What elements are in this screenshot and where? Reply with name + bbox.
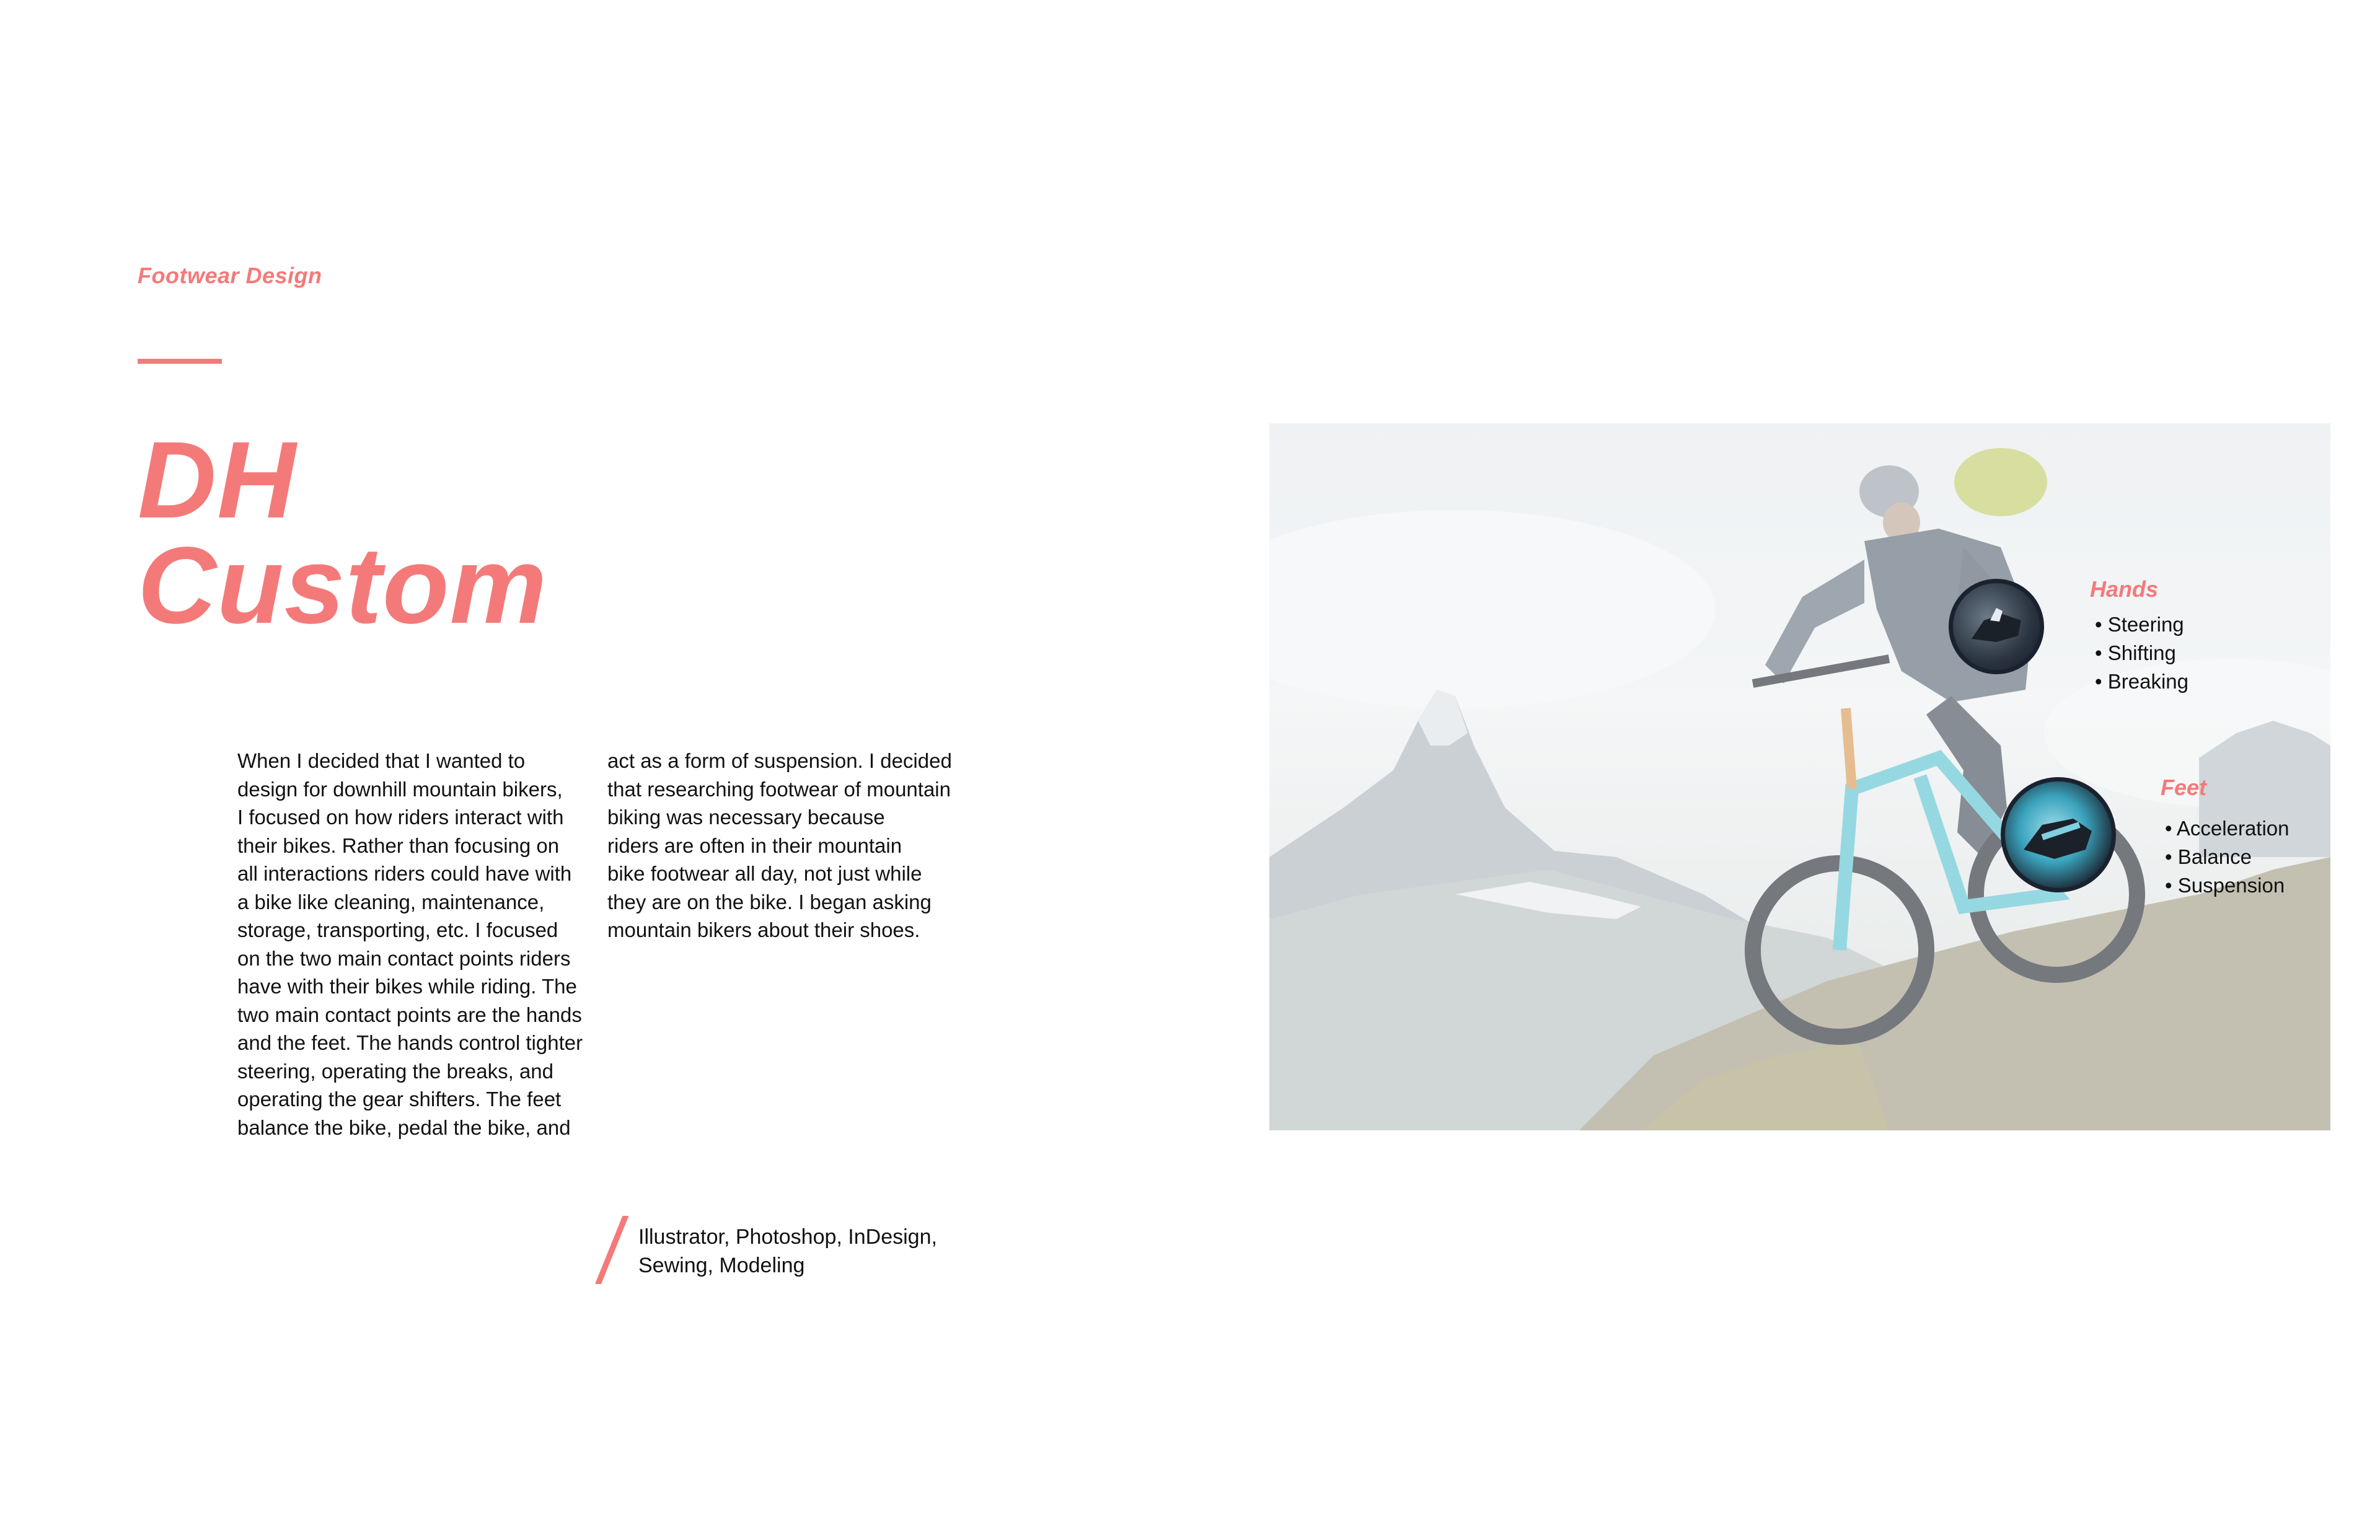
page-title (138, 420, 548, 646)
title-line-1: DH (138, 420, 297, 541)
title-line-2: Custom (138, 525, 548, 646)
accent-rule (138, 359, 222, 364)
shoe-icon (2005, 781, 2112, 888)
body-line: design for downhill mountain bikers, (237, 777, 563, 801)
body-line: operating the gear shifters. The feet (237, 1088, 562, 1111)
feet-item: • Suspension (2165, 871, 2290, 900)
body-column-2 (607, 747, 979, 944)
body-line: and the feet. The hands control tighter (237, 1031, 583, 1054)
body-line: their bikes. Rather than focusing on (237, 834, 560, 857)
body-line: on the two main contact points riders (237, 946, 571, 970)
body-line: mountain bikers about their shoes. (607, 918, 920, 941)
hands-list (2095, 610, 2188, 696)
feet-item: • Balance (2165, 843, 2290, 871)
body-line: all interactions riders could have with (237, 862, 572, 885)
feet-item: • Acceleration (2165, 814, 2290, 843)
tools-line: Illustrator, Photoshop, InDesign, (638, 1225, 937, 1249)
backpack (1954, 448, 2047, 516)
body-line: two main contact points are the hands (237, 1003, 582, 1026)
hands-item: • Shifting (2095, 639, 2188, 667)
glove-icon (1953, 583, 2040, 670)
body-line: riders are often in their mountain (607, 834, 902, 857)
hands-item: • Breaking (2095, 667, 2188, 696)
feet-detail-circle (2001, 777, 2116, 892)
fork (1846, 708, 1852, 789)
body-line: a bike like cleaning, maintenance, (237, 890, 545, 913)
tools-line: Sewing, Modeling (638, 1254, 805, 1277)
tools-slash (595, 1216, 628, 1284)
body-line: they are on the bike. I began asking (607, 890, 932, 913)
tools-list (638, 1223, 937, 1280)
body-line: act as a form of suspension. I decided (607, 749, 952, 772)
feet-heading: Feet (2161, 775, 2207, 800)
body-line: storage, transporting, etc. I focused (237, 918, 558, 941)
body-line: that researching footwear of mountain (607, 777, 951, 801)
body-line: bike footwear all day, not just while (607, 862, 922, 885)
hands-heading: Hands (2090, 576, 2159, 602)
hands-item: • Steering (2095, 610, 2188, 639)
body-column-1 (237, 747, 591, 1142)
body-line: balance the bike, pedal the bike, and (237, 1115, 571, 1139)
hands-detail-circle (1949, 579, 2044, 674)
body-line: have with their bikes while riding. The (237, 975, 577, 998)
body-line: steering, operating the breaks, and (237, 1059, 554, 1083)
category-label: Footwear Design (138, 263, 322, 288)
body-line: When I decided that I wanted to (237, 749, 526, 772)
feet-list (2165, 814, 2290, 900)
body-line: I focused on how riders interact with (237, 806, 564, 829)
body-line: biking was necessary because (607, 806, 885, 829)
cloud (1269, 510, 1716, 708)
